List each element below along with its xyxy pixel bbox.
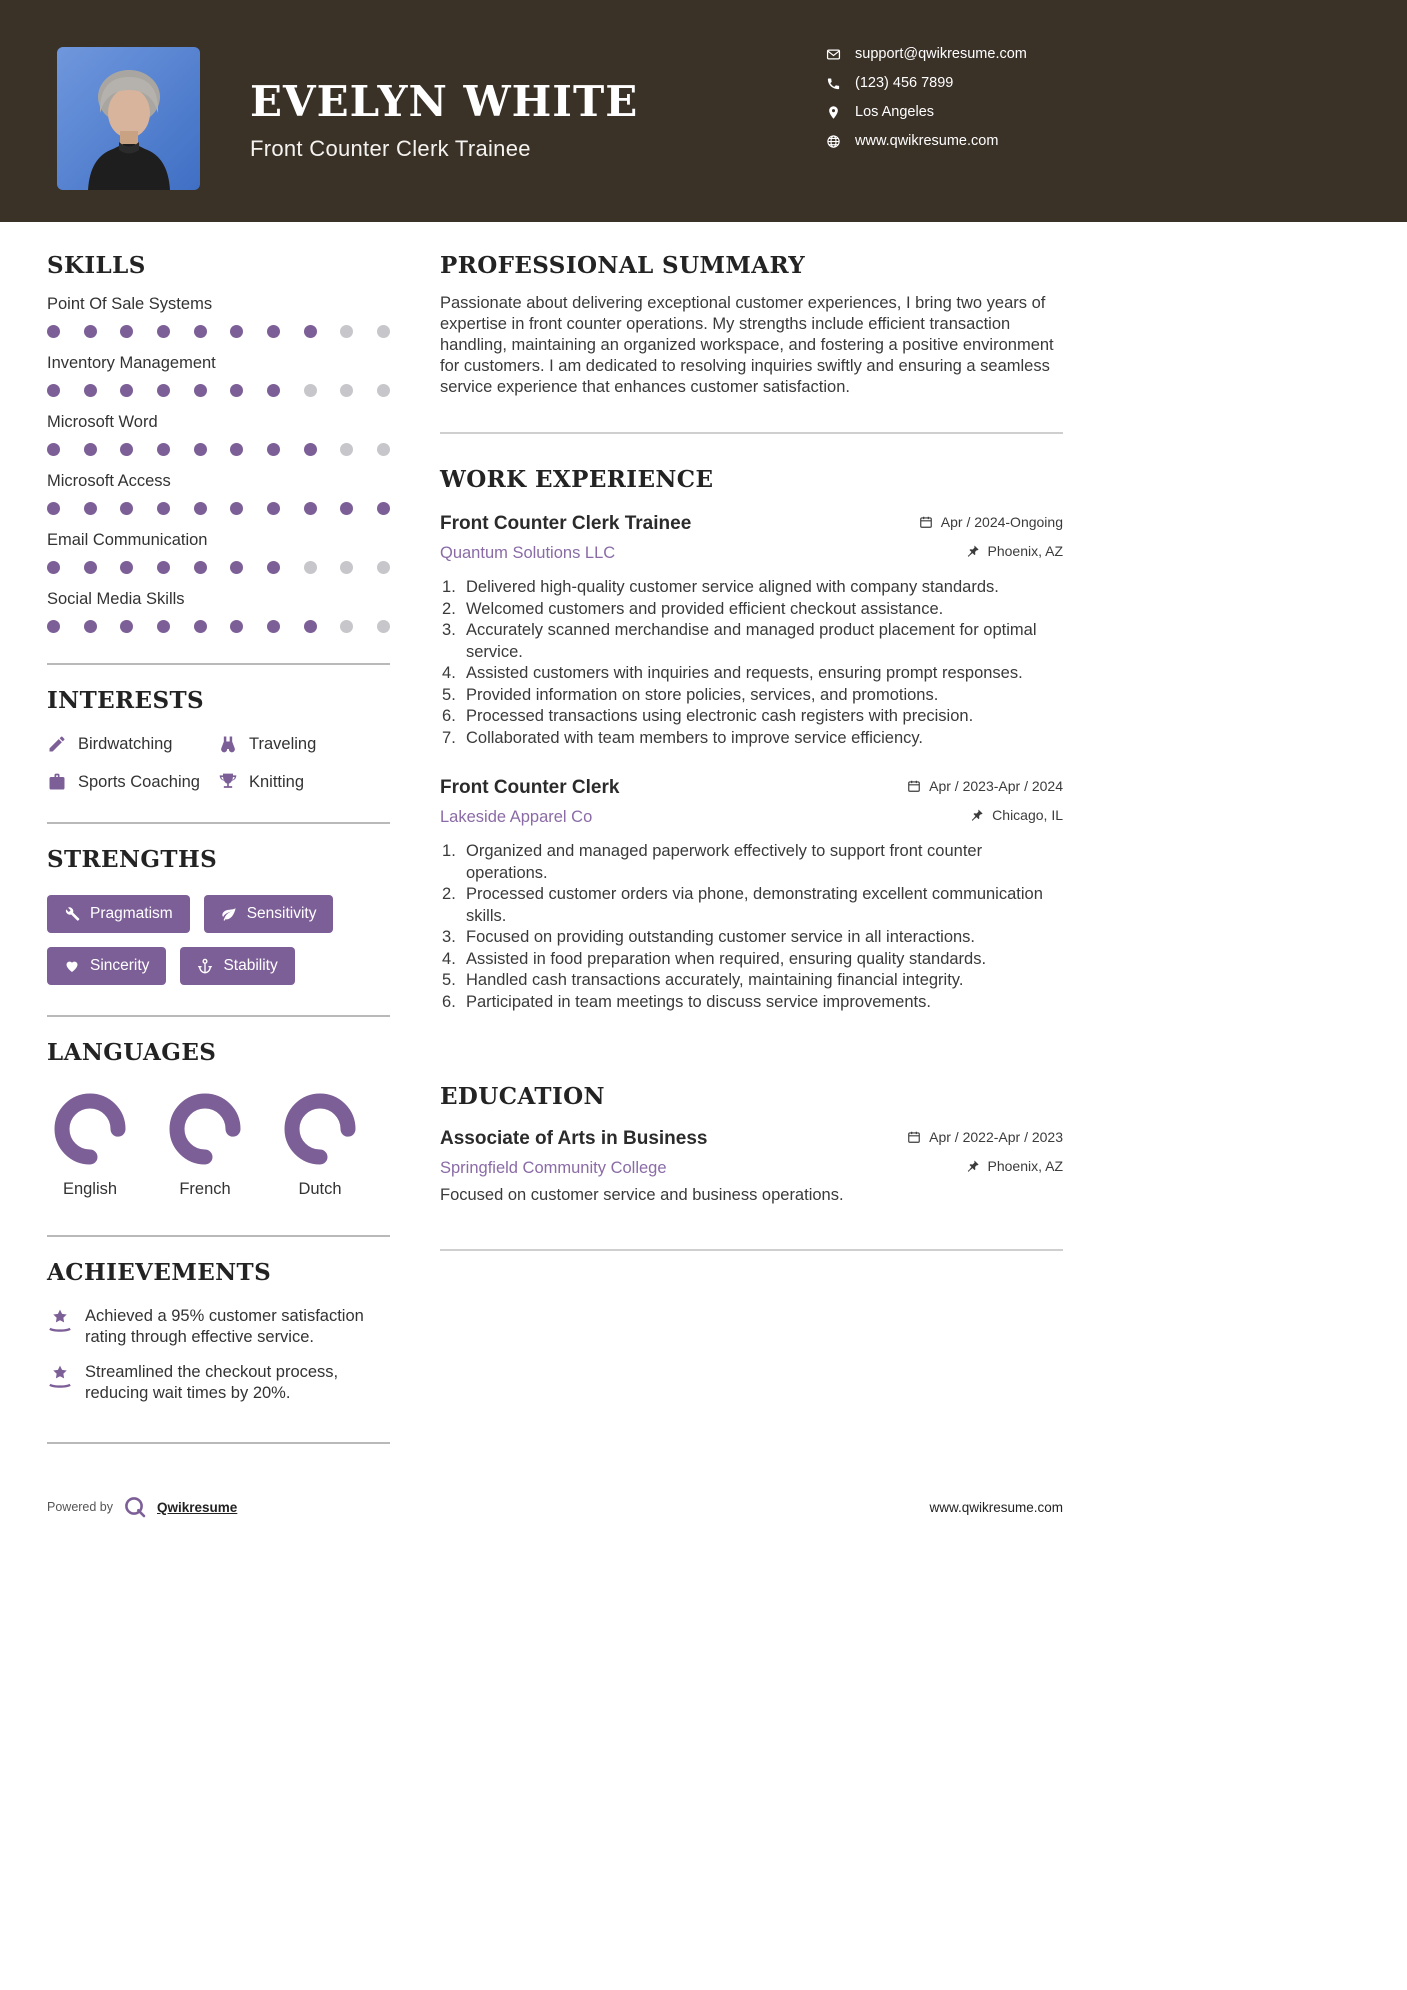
- skill-dot: [377, 443, 390, 456]
- skill-dot: [267, 502, 280, 515]
- contact-list: [826, 46, 1027, 149]
- job-bullet: Participated in team meetings to discuss service improvements.: [466, 992, 931, 1011]
- education-note: Focused on customer service and business operations.: [440, 1186, 844, 1204]
- wrench-icon: [64, 906, 80, 922]
- skill-dot: [84, 325, 97, 338]
- job-bullet: Provided information on store policies, services, and promotions.: [466, 685, 939, 704]
- skill-dot: [304, 384, 317, 397]
- skill-dot: [377, 325, 390, 338]
- skill-dot: [157, 443, 170, 456]
- degree-title: Associate of Arts in Business: [440, 1128, 708, 1149]
- achievement-text: Streamlined the checkout process, reducing wait times by 20%.: [85, 1363, 339, 1402]
- right-column: [440, 252, 1063, 1251]
- divider: [440, 432, 1063, 434]
- languages-list: [47, 1090, 390, 1199]
- divider: [47, 1235, 390, 1237]
- job-bullet: Collaborated with team members to improve service efficiency.: [466, 728, 923, 747]
- achievements-heading: ACHIEVEMENTS: [47, 1259, 272, 1286]
- strength-label: Sincerity: [90, 957, 150, 974]
- globe-icon: [826, 134, 841, 149]
- skill-dot: [230, 620, 243, 633]
- job-dates: [907, 778, 1063, 794]
- skill-dot: [304, 502, 317, 515]
- skill-dot: [84, 384, 97, 397]
- job-bullet: Assisted in food preparation when required, ensuring quality standards.: [466, 949, 987, 968]
- skill-level: [47, 443, 390, 456]
- strengths-list: [47, 895, 390, 985]
- skill-name: Microsoft Word: [47, 413, 158, 431]
- skill-dot: [267, 561, 280, 574]
- interest-item: [47, 734, 218, 754]
- anchor-icon: [197, 958, 213, 974]
- skill-dot: [340, 620, 353, 633]
- achievement-item: [47, 1306, 390, 1348]
- interests-list: [47, 734, 390, 792]
- job-bullet: Focused on providing outstanding customer service in all interactions.: [466, 928, 976, 946]
- summary-text: Passionate about delivering exceptional customer experiences, I bring two years of expertise in front counter operations. My strengths include efficient transaction handling, maintaining an organized workspace, and fostering a positive environment for customers. I am dedicated to resolving inquiries swiftly and ensuring a seamless service experience that enhances customer satisfaction.: [440, 294, 1054, 396]
- skill-dot: [230, 325, 243, 338]
- strengths-heading: STRENGTHS: [47, 846, 218, 873]
- achievements-list: [47, 1306, 390, 1404]
- interest-label: Sports Coaching: [78, 772, 200, 791]
- heart-icon: [64, 958, 80, 974]
- star-hand-icon: [47, 1364, 73, 1390]
- skill-dot: [47, 384, 60, 397]
- location-icon: [826, 105, 841, 120]
- contact-phone[interactable]: [826, 75, 1027, 91]
- skill-dot: [120, 384, 133, 397]
- skill-dot: [267, 325, 280, 338]
- summary-heading: PROFESSIONAL SUMMARY: [440, 252, 806, 279]
- school-name[interactable]: Springfield Community College: [440, 1159, 667, 1177]
- languages-heading: LANGUAGES: [47, 1039, 217, 1066]
- skill-dot: [194, 443, 207, 456]
- pen-icon: [47, 734, 67, 754]
- divider: [47, 822, 390, 824]
- skill-dot: [340, 384, 353, 397]
- strength-label: Pragmatism: [90, 905, 173, 922]
- work-heading: WORK EXPERIENCE: [440, 466, 714, 493]
- divider: [440, 1249, 1063, 1251]
- pin-icon: [966, 1159, 980, 1173]
- skill-dot: [47, 561, 60, 574]
- skill-dot: [304, 561, 317, 574]
- skill-name: Social Media Skills: [47, 590, 185, 608]
- calendar-icon: [919, 515, 933, 529]
- skill-dot: [157, 502, 170, 515]
- skill-dot: [377, 561, 390, 574]
- email-icon: [826, 47, 841, 62]
- job-bullets: [440, 577, 1063, 749]
- education-heading: EDUCATION: [440, 1083, 605, 1110]
- skill-name: Point Of Sale Systems: [47, 295, 213, 313]
- skill-dot: [230, 561, 243, 574]
- skill-dot: [84, 502, 97, 515]
- skill-item: [47, 412, 390, 456]
- content: [0, 222, 1407, 1444]
- contact-text: (123) 456 7899: [855, 75, 954, 91]
- job-bullet: Accurately scanned merchandise and managed product placement for optimal service.: [466, 621, 1037, 661]
- strength-label: Sensitivity: [246, 905, 317, 922]
- skill-dot: [377, 502, 390, 515]
- job-company[interactable]: Lakeside Apparel Co: [440, 808, 593, 826]
- job-bullet: Processed transactions using electronic cash registers with precision.: [466, 707, 974, 725]
- skill-dot: [194, 620, 207, 633]
- skill-level: [47, 325, 390, 338]
- education-location-text: Phoenix, AZ: [987, 1158, 1063, 1174]
- work-job: [440, 513, 1063, 749]
- profile-photo-illustration: [57, 47, 200, 190]
- language-label: English: [62, 1180, 118, 1198]
- skill-dot: [47, 443, 60, 456]
- job-title: Front Counter Clerk: [440, 777, 620, 798]
- skill-dot: [267, 620, 280, 633]
- skill-level: [47, 384, 390, 397]
- job-location-text: Chicago, IL: [992, 807, 1063, 823]
- skill-dot: [377, 384, 390, 397]
- footer: [47, 1495, 1063, 1519]
- skill-dot: [340, 325, 353, 338]
- skill-dot: [230, 443, 243, 456]
- language-item: [162, 1090, 248, 1199]
- job-bullet: Handled cash transactions accurately, maintaining financial integrity.: [466, 971, 964, 989]
- powered-by-label: Powered by: [47, 1500, 114, 1514]
- leaf-icon: [221, 906, 237, 922]
- achievement-item: [47, 1362, 390, 1404]
- skill-dot: [47, 620, 60, 633]
- skills-heading: SKILLS: [47, 252, 146, 279]
- skill-level: [47, 502, 390, 515]
- job-title: Front Counter Clerk Trainee: [440, 513, 692, 534]
- star-hand-icon: [47, 1308, 73, 1334]
- education-entry: [440, 1128, 1063, 1205]
- skill-item: [47, 589, 390, 633]
- pin-icon: [966, 544, 980, 558]
- strength-label: Stability: [223, 957, 278, 974]
- skill-dot: [377, 620, 390, 633]
- skill-dot: [157, 384, 170, 397]
- skill-dot: [120, 561, 133, 574]
- job-bullet: Assisted customers with inquiries and requests, ensuring prompt responses.: [466, 664, 1023, 682]
- calendar-icon: [907, 1130, 921, 1144]
- job-company[interactable]: Quantum Solutions LLC: [440, 544, 616, 562]
- skill-item: [47, 471, 390, 515]
- work-job: [440, 777, 1063, 1013]
- job-bullet: Welcomed customers and provided efficient checkout assistance.: [466, 599, 944, 618]
- name-block: [250, 77, 639, 162]
- skill-dot: [230, 384, 243, 397]
- contact-location[interactable]: [826, 104, 1027, 120]
- skill-level: [47, 561, 390, 574]
- skill-dot: [194, 325, 207, 338]
- skill-name: Email Communication: [47, 531, 208, 549]
- contact-text: www.qwikresume.com: [855, 133, 999, 149]
- job-bullet: Processed customer orders via phone, demonstrating excellent communication skills.: [466, 885, 1043, 925]
- interest-label: Traveling: [249, 734, 317, 753]
- skill-dot: [230, 502, 243, 515]
- language-level-ring: [281, 1090, 359, 1168]
- strength-pill: [47, 947, 166, 985]
- skill-dot: [47, 325, 60, 338]
- qwikresume-brand-link[interactable]: Qwikresume: [157, 1499, 238, 1515]
- skill-dot: [267, 443, 280, 456]
- skill-dot: [304, 443, 317, 456]
- skill-dot: [120, 443, 133, 456]
- language-label: French: [179, 1180, 231, 1198]
- skill-dot: [157, 325, 170, 338]
- skill-dot: [304, 325, 317, 338]
- candidate-title: Front Counter Clerk Trainee: [250, 136, 531, 162]
- left-column: [47, 252, 390, 1444]
- profile-photo: [57, 47, 200, 190]
- language-level-ring: [51, 1090, 129, 1168]
- pin-icon: [970, 808, 984, 822]
- skill-dot: [304, 620, 317, 633]
- header: [0, 0, 1407, 222]
- contact-text: Los Angeles: [855, 104, 935, 120]
- job-location: [966, 543, 1064, 559]
- skill-dot: [194, 384, 207, 397]
- contact-globe[interactable]: [826, 133, 1027, 149]
- trophy-icon: [218, 772, 238, 792]
- job-dates: [919, 514, 1063, 530]
- skill-dot: [157, 561, 170, 574]
- calendar-icon: [907, 779, 921, 793]
- skill-dot: [194, 502, 207, 515]
- skill-dot: [157, 620, 170, 633]
- footer-website-link[interactable]: www.qwikresume.com: [929, 1499, 1063, 1515]
- skill-name: Inventory Management: [47, 354, 216, 372]
- language-item: [277, 1090, 363, 1199]
- skill-item: [47, 530, 390, 574]
- job-dates-text: Apr / 2024-Ongoing: [940, 514, 1063, 530]
- briefcase-icon: [47, 772, 67, 792]
- job-dates-text: Apr / 2023-Apr / 2024: [929, 778, 1063, 794]
- skill-dot: [84, 443, 97, 456]
- contact-text: support@qwikresume.com: [855, 46, 1027, 62]
- achievement-text: Achieved a 95% customer satisfaction rating through effective service.: [85, 1307, 364, 1346]
- skill-dot: [120, 502, 133, 515]
- skill-dot: [47, 502, 60, 515]
- job-location: [970, 807, 1063, 823]
- skill-item: [47, 353, 390, 397]
- contact-email[interactable]: [826, 46, 1027, 62]
- footer-brand-block: [47, 1495, 237, 1519]
- job-location-text: Phoenix, AZ: [987, 543, 1063, 559]
- job-bullet: Delivered high-quality customer service aligned with company standards.: [466, 578, 999, 596]
- skill-dot: [267, 384, 280, 397]
- skill-item: [47, 294, 390, 338]
- phone-icon: [826, 76, 841, 91]
- skill-dot: [340, 561, 353, 574]
- education-dates-text: Apr / 2022-Apr / 2023: [929, 1129, 1063, 1145]
- skill-dot: [84, 620, 97, 633]
- binoculars-icon: [218, 734, 238, 754]
- skill-dot: [340, 443, 353, 456]
- interest-label: Knitting: [249, 772, 305, 791]
- interest-label: Birdwatching: [78, 734, 173, 753]
- strength-pill: [180, 947, 294, 985]
- job-bullets: [440, 841, 1063, 1013]
- divider: [47, 1015, 390, 1017]
- skill-dot: [194, 561, 207, 574]
- language-level-ring: [166, 1090, 244, 1168]
- interests-heading: INTERESTS: [47, 687, 205, 714]
- skill-level: [47, 620, 390, 633]
- interest-item: [218, 734, 390, 754]
- skill-dot: [120, 325, 133, 338]
- skills-list: [47, 294, 390, 633]
- divider: [47, 663, 390, 665]
- divider: [47, 1442, 390, 1444]
- interest-item: [47, 772, 218, 792]
- skill-dot: [340, 502, 353, 515]
- education-dates: [907, 1129, 1063, 1145]
- skill-name: Microsoft Access: [47, 472, 171, 490]
- education-location: [966, 1158, 1064, 1174]
- candidate-name: EVELYN WHITE: [250, 77, 639, 126]
- job-bullet: Organized and managed paperwork effectively to support front counter operations.: [466, 842, 983, 882]
- language-label: Dutch: [298, 1180, 342, 1198]
- qwikresume-logo-icon: [123, 1495, 147, 1519]
- interest-item: [218, 772, 390, 792]
- strength-pill: [47, 895, 190, 933]
- work-jobs: [440, 513, 1063, 1013]
- strength-pill: [204, 895, 334, 933]
- skill-dot: [120, 620, 133, 633]
- language-item: [47, 1090, 133, 1199]
- skill-dot: [84, 561, 97, 574]
